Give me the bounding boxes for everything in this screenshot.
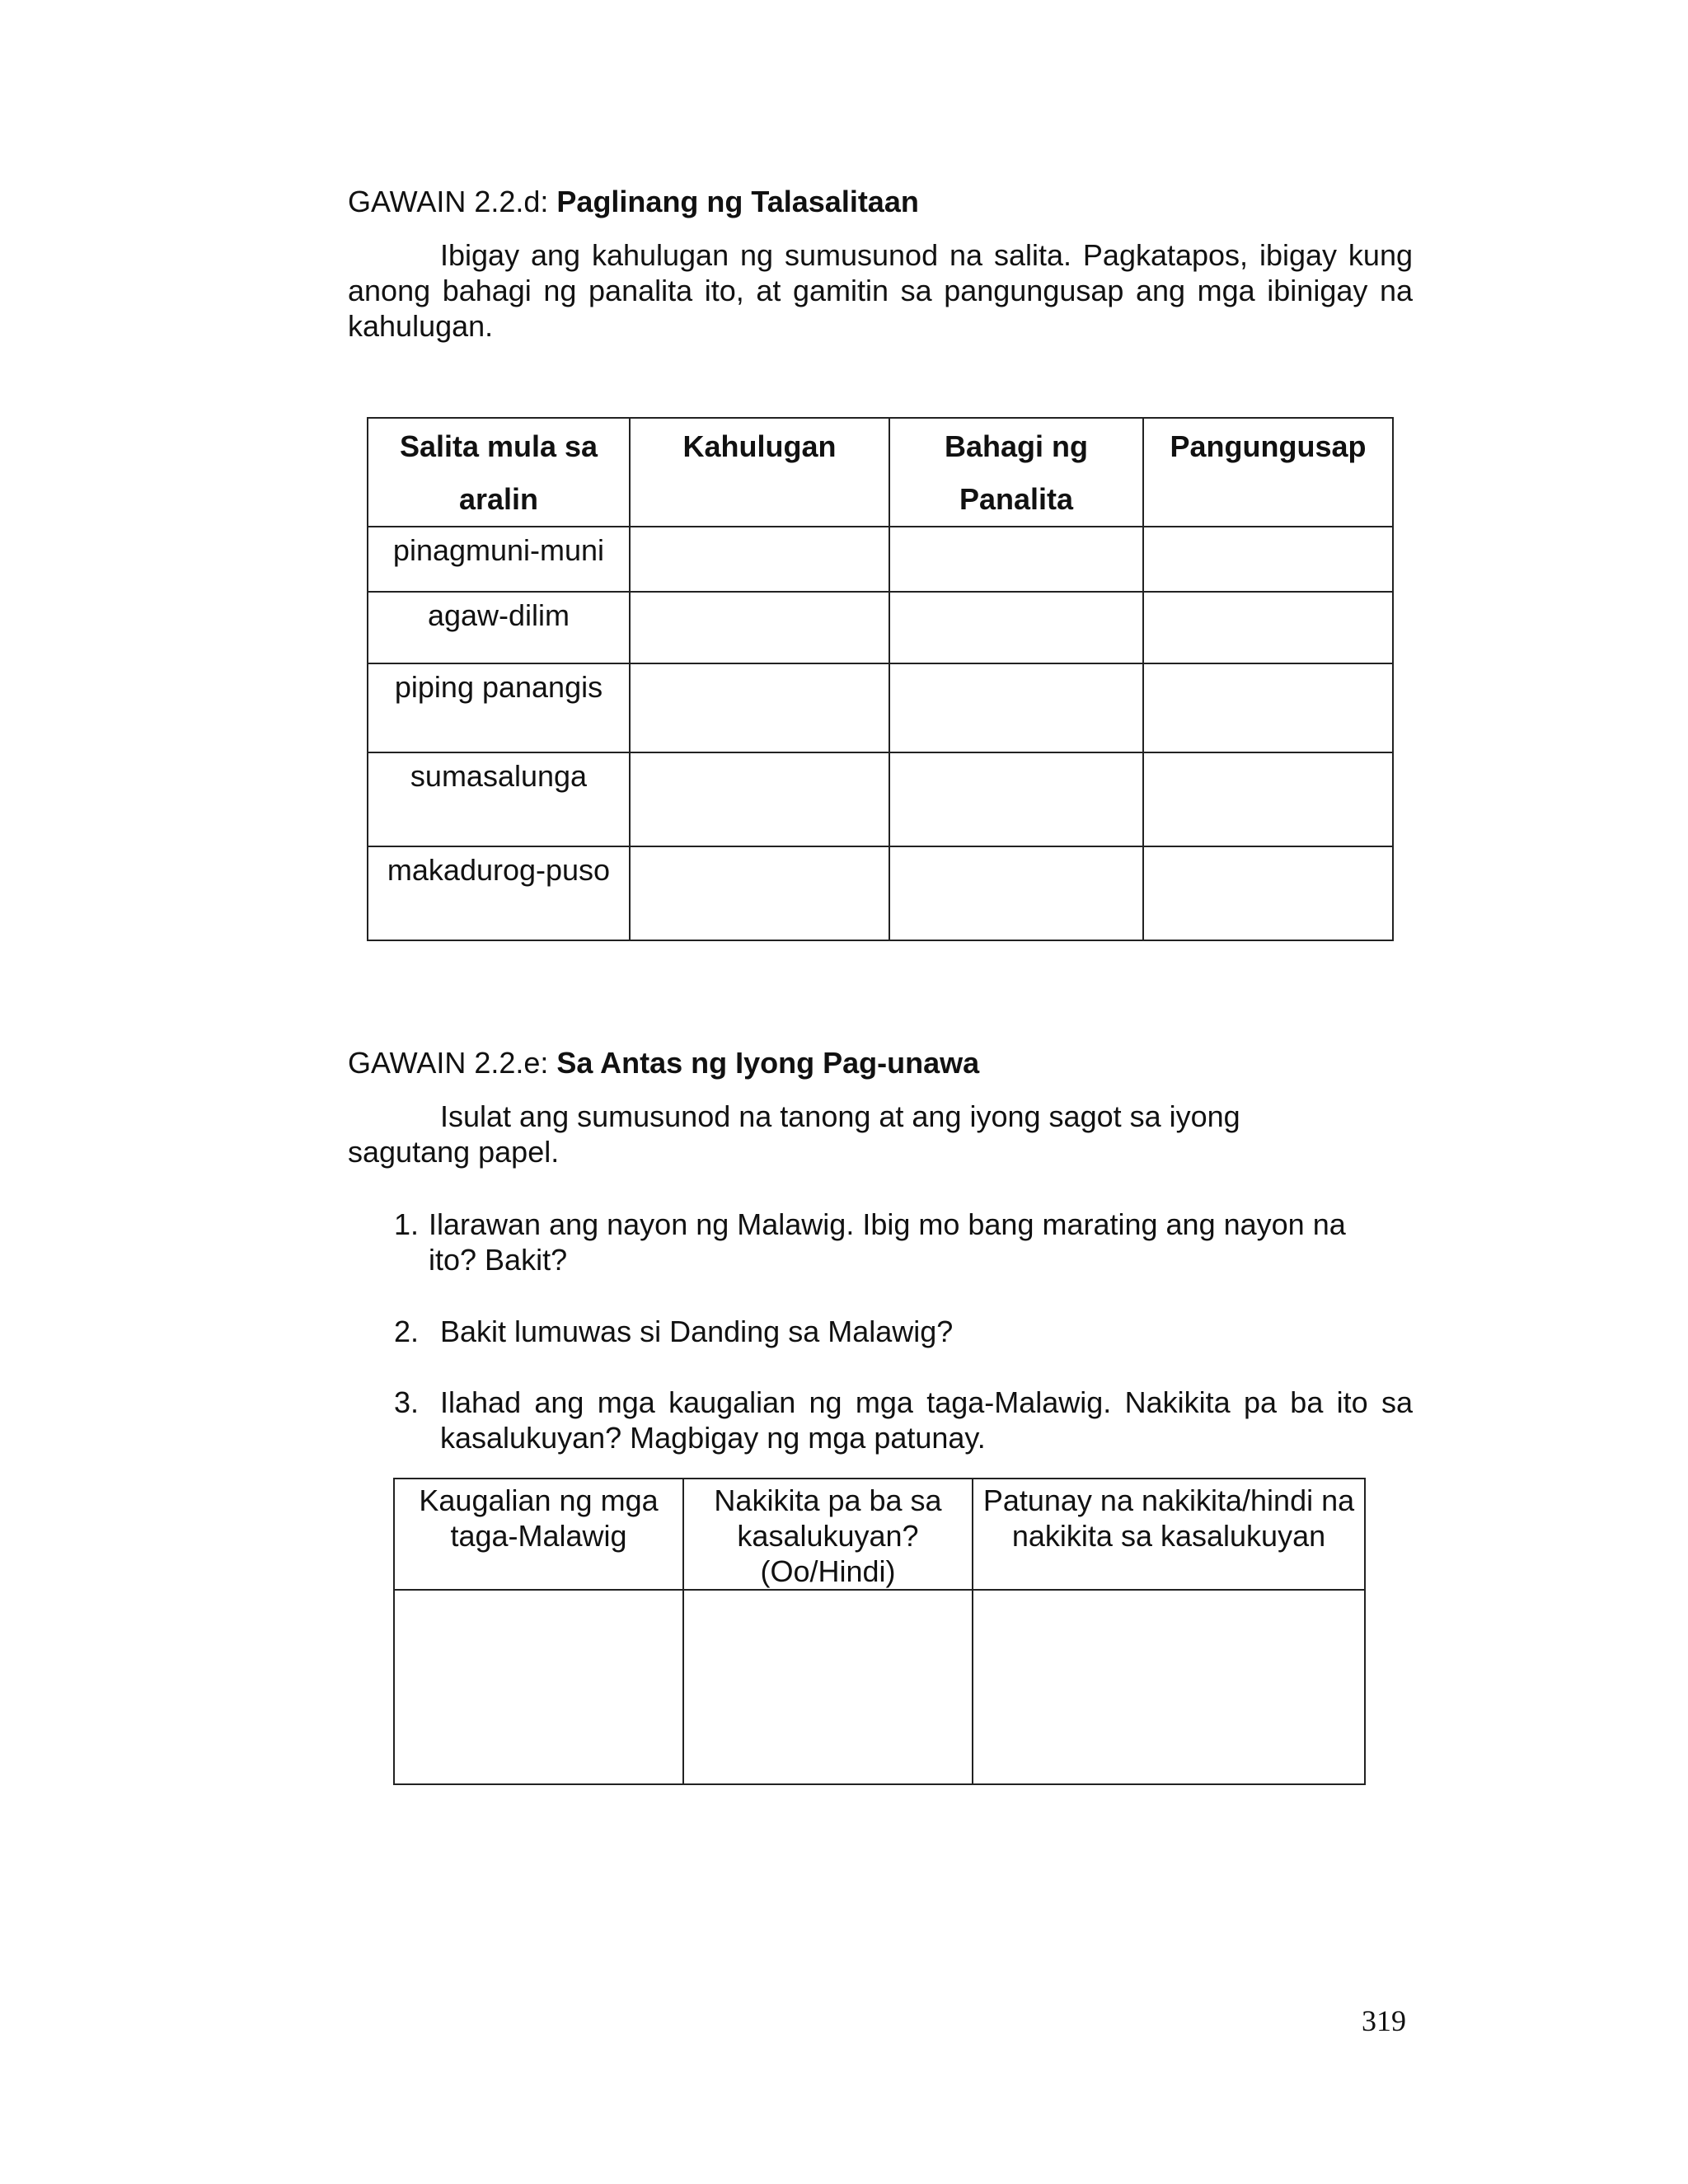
activity-e-heading: [348, 1045, 979, 1081]
answer-cell[interactable]: [973, 1590, 1365, 1784]
question-text: Ilarawan ang nayon ng Malawig. Ibig mo bang marating ang nayon na ito? Bakit?: [429, 1207, 1346, 1277]
answer-cell[interactable]: [1143, 592, 1393, 663]
vocabulary-header-part-of-speech: Bahagi ng Panalita: [889, 418, 1143, 527]
activity-d-title: Paglinang ng Talasalitaan: [556, 185, 919, 218]
table-row: [368, 527, 1393, 592]
vocabulary-word: agaw-dilim: [368, 592, 630, 663]
answer-cell[interactable]: [889, 527, 1143, 592]
vocabulary-header-meaning: Kahulugan: [630, 418, 889, 527]
vocabulary-word: piping panangis: [368, 663, 630, 752]
answer-cell[interactable]: [889, 663, 1143, 752]
activity-d-heading: [348, 184, 919, 220]
answer-cell[interactable]: [1143, 752, 1393, 846]
answer-cell[interactable]: [630, 527, 889, 592]
page-number: 319: [1362, 2004, 1406, 2037]
table-row: [368, 846, 1393, 940]
question-number: 3.: [394, 1385, 420, 1419]
question-text: Bakit lumuwas si Danding sa Malawig?: [440, 1315, 954, 1348]
customs-header-custom: Kaugalian ng mga taga-Malawig: [394, 1479, 683, 1590]
vocabulary-header-row: [368, 418, 1393, 527]
activity-e-prefix: GAWAIN 2.2.e:: [348, 1046, 557, 1080]
answer-cell[interactable]: [683, 1590, 973, 1784]
answer-cell[interactable]: [1143, 527, 1393, 592]
answer-cell[interactable]: [630, 846, 889, 940]
answer-cell[interactable]: [889, 846, 1143, 940]
activity-e-instructions: Isulat ang sumusunod na tanong at ang iyong sagot sa iyong sagutang papel.: [348, 1099, 1240, 1169]
activity-d-prefix: GAWAIN 2.2.d:: [348, 185, 557, 218]
answer-cell[interactable]: [630, 592, 889, 663]
answer-cell[interactable]: [889, 592, 1143, 663]
vocabulary-table: [367, 417, 1394, 941]
customs-header-row: [394, 1479, 1365, 1590]
answer-cell[interactable]: [630, 663, 889, 752]
customs-header-still-seen: Nakikita pa ba sa kasalukuyan? (Oo/Hindi): [683, 1479, 973, 1590]
table-row: [368, 752, 1393, 846]
answer-cell[interactable]: [889, 752, 1143, 846]
question-text: Ilahad ang mga kaugalian ng mga taga-Malawig. Nakikita pa ba ito sa kasalukuyan? Magbigay ng mga patunay.: [440, 1385, 1413, 1455]
vocabulary-word: makadurog-puso: [368, 846, 630, 940]
question-number: 2.: [394, 1315, 420, 1348]
activity-e-title: Sa Antas ng Iyong Pag-unawa: [556, 1046, 980, 1080]
vocabulary-header-word: Salita mula sa aralin: [368, 418, 630, 527]
table-row: [368, 663, 1393, 752]
table-row: [368, 592, 1393, 663]
answer-cell[interactable]: [1143, 663, 1393, 752]
vocabulary-word: sumasalunga: [368, 752, 630, 846]
answer-cell[interactable]: [394, 1590, 683, 1784]
vocabulary-header-sentence: Pangungusap: [1143, 418, 1393, 527]
activity-d-instructions: Ibigay ang kahulugan ng sumusunod na salita. Pagkatapos, ibigay kung anong bahagi ng panalita ito, at gamitin sa pangungusap ang mga ibinigay na kahulugan.: [348, 238, 1413, 343]
customs-table: [393, 1478, 1366, 1785]
vocabulary-word: pinagmuni-muni: [368, 527, 630, 592]
customs-header-proof: Patunay na nakikita/hindi na nakikita sa kasalukuyan: [973, 1479, 1365, 1590]
answer-cell[interactable]: [630, 752, 889, 846]
table-row: [394, 1590, 1365, 1784]
question-number: 1.: [394, 1207, 420, 1241]
answer-cell[interactable]: [1143, 846, 1393, 940]
